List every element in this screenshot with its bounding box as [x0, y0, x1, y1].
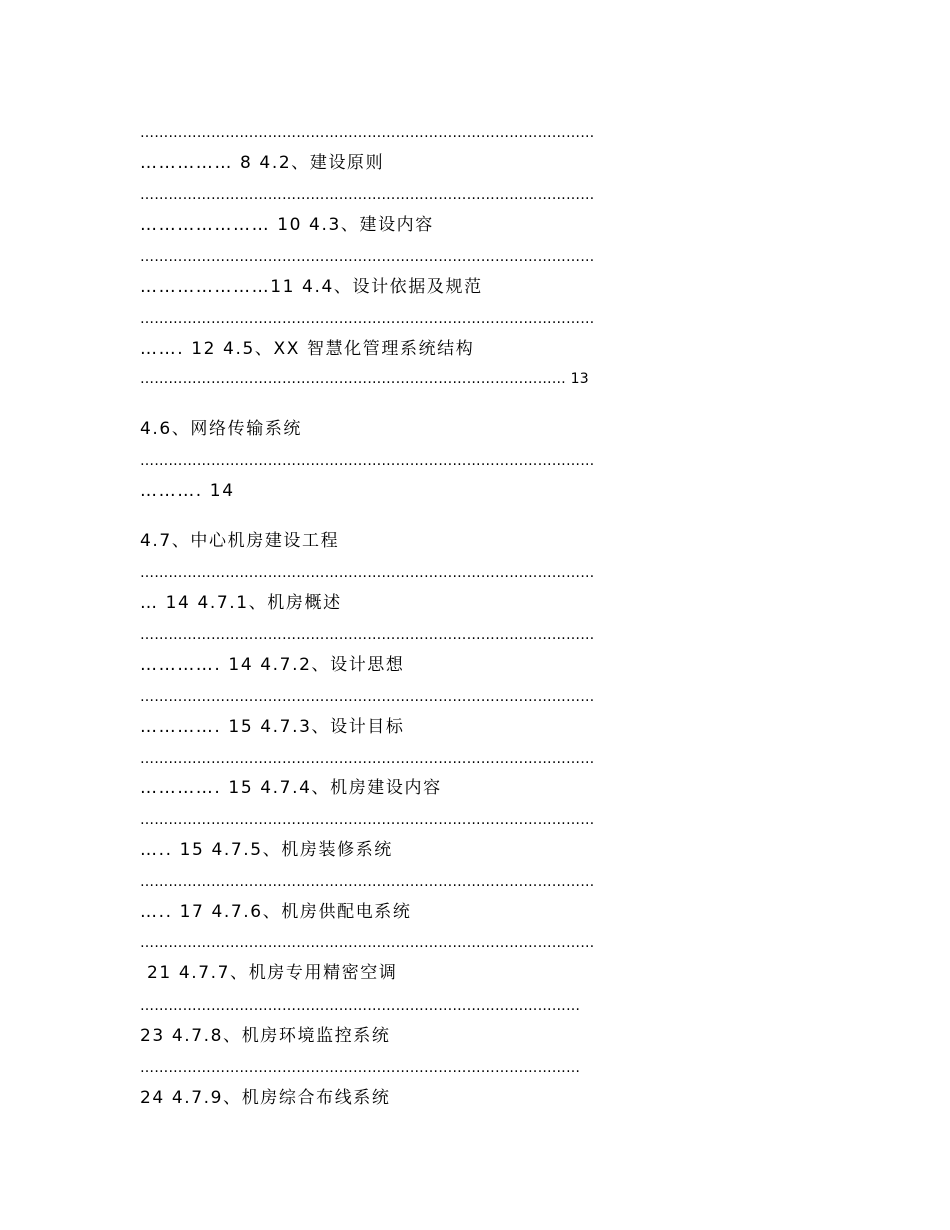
toc-entry-4-7-8: 23 4.7.8、机房环境监控系统	[140, 1026, 391, 1046]
toc-page-number-line: ………. 14	[140, 481, 235, 501]
toc-entry-4-7-9: 24 4.7.9、机房综合布线系统	[140, 1088, 391, 1108]
toc-entry-4-7-2: …………. 14 4.7.2、设计思想	[140, 655, 405, 675]
toc-entry-4-5: ……. 12 4.5、XX 智慧化管理系统结构	[140, 339, 475, 359]
toc-leader-line: ……………………………………………………………………………………	[140, 249, 595, 265]
toc-leader-line: ……………………………………………………………………………………	[140, 935, 595, 951]
toc-entry-4-2: …………… 8 4.2、建设原则	[140, 153, 385, 173]
toc-leader-line: ……………………………………………………………………………………	[140, 311, 595, 327]
toc-page-number-line: ……………………………………………………………………………… 13	[140, 371, 589, 387]
toc-leader-line: …………………………………………………………………………………	[140, 998, 581, 1014]
toc-entry-4-7-1: … 14 4.7.1、机房概述	[140, 593, 342, 613]
toc-leader-line: ……………………………………………………………………………………	[140, 689, 595, 705]
toc-entry-4-4: …………………11 4.4、设计依据及规范	[140, 277, 483, 297]
toc-entry-4-6: 4.6、网络传输系统	[140, 419, 303, 439]
toc-leader-line: …………………………………………………………………………………	[140, 1060, 581, 1076]
toc-leader-line: ……………………………………………………………………………………	[140, 627, 595, 643]
toc-leader-line: ……………………………………………………………………………………	[140, 751, 595, 767]
toc-entry-4-7-5: ….. 15 4.7.5、机房装修系统	[140, 840, 393, 860]
toc-leader-line: ……………………………………………………………………………………	[140, 874, 595, 890]
toc-entry-4-7-3: …………. 15 4.7.3、设计目标	[140, 717, 405, 737]
toc-leader-line: ……………………………………………………………………………………	[140, 812, 595, 828]
toc-leader-line: ……………………………………………………………………………………	[140, 453, 595, 469]
toc-entry-4-3: ………………… 10 4.3、建设内容	[140, 215, 434, 235]
toc-entry-4-7-7: 21 4.7.7、机房专用精密空调	[140, 963, 398, 983]
toc-entry-4-7: 4.7、中心机房建设工程	[140, 531, 340, 551]
toc-leader-line: ……………………………………………………………………………………	[140, 187, 595, 203]
toc-leader-line: ……………………………………………………………………………………	[140, 125, 595, 141]
toc-leader-line: ……………………………………………………………………………………	[140, 565, 595, 581]
toc-entry-4-7-6: ….. 17 4.7.6、机房供配电系统	[140, 902, 412, 922]
toc-entry-4-7-4: …………. 15 4.7.4、机房建设内容	[140, 778, 442, 798]
